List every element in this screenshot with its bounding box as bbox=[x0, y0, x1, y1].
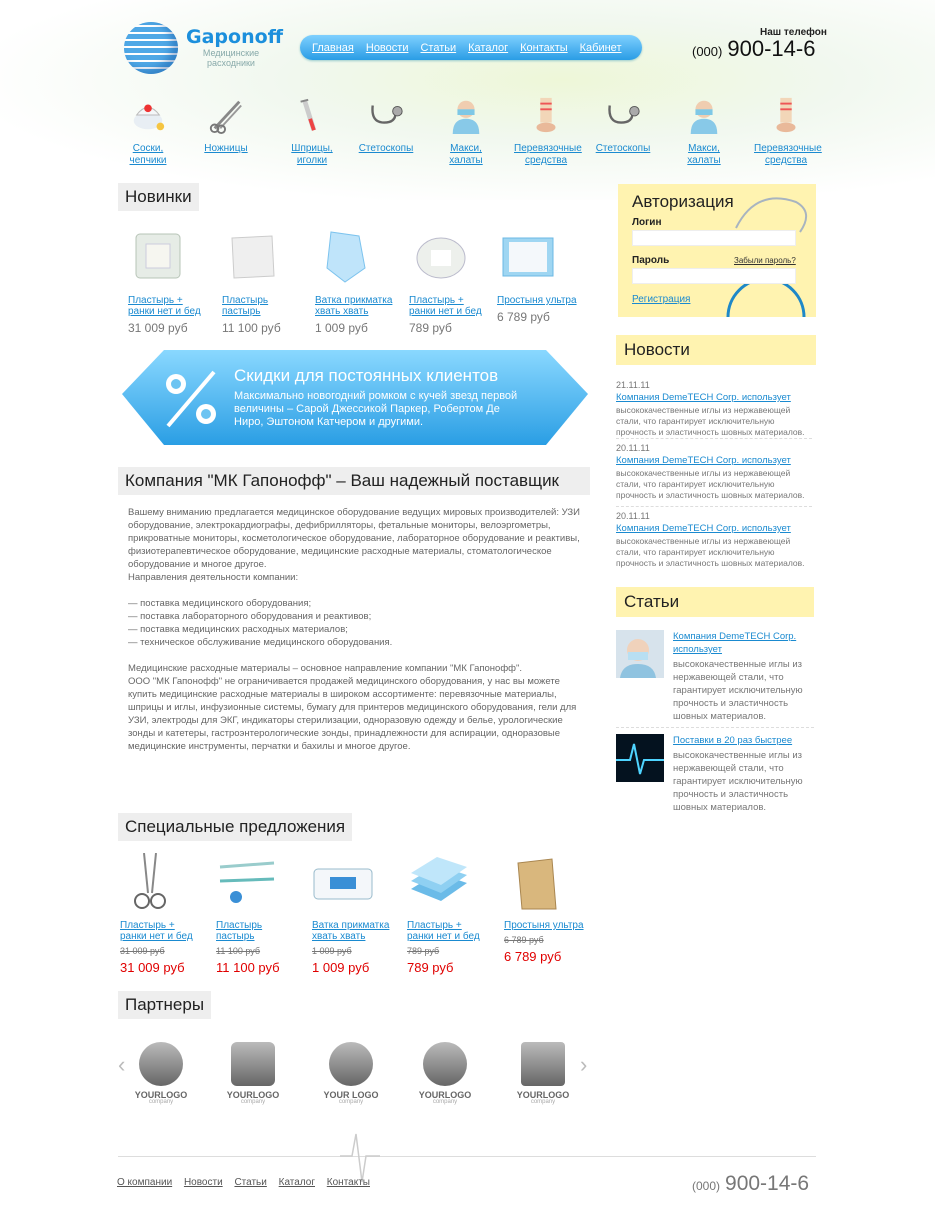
partner-logo-icon bbox=[521, 1042, 565, 1086]
news-title-link[interactable]: Компания DemeTECH Corp. использует bbox=[616, 455, 791, 466]
footer-phone-code: (000) bbox=[692, 1179, 721, 1193]
old-price: 31 009 руб bbox=[120, 946, 165, 956]
footer-nav-articles[interactable]: Статьи bbox=[234, 1177, 267, 1188]
about-text bbox=[128, 506, 584, 753]
special-offer-card[interactable] bbox=[120, 853, 204, 975]
header-phone bbox=[692, 36, 815, 62]
footer-nav-news[interactable]: Новости bbox=[183, 1177, 223, 1188]
password-input[interactable] bbox=[632, 268, 796, 284]
password-label: Пароль bbox=[632, 255, 670, 266]
category-label: Макси, халаты bbox=[449, 143, 483, 166]
news-item bbox=[616, 380, 812, 438]
heartbeat-image[interactable] bbox=[616, 734, 664, 782]
stethoscope-icon bbox=[367, 96, 405, 134]
forceps-image bbox=[120, 853, 182, 911]
special-price: 789 руб bbox=[407, 960, 454, 975]
news-heading: Новости bbox=[616, 335, 816, 365]
partner-logo-text: YOURLOGO bbox=[516, 1090, 570, 1100]
old-price: 11 100 руб bbox=[216, 946, 261, 956]
phone-code: (000) bbox=[692, 44, 723, 59]
about-paragraph: Направления деятельности компании: bbox=[128, 572, 299, 583]
special-price: 6 789 руб bbox=[504, 949, 562, 964]
product-price: 11 100 руб bbox=[222, 321, 281, 335]
footer-navigation bbox=[117, 1177, 379, 1188]
news-text: высококачественные иглы из нержавеющей стали, что гарантирует исключительную прочность и эластичность шовных материалов. bbox=[616, 536, 805, 568]
product-card[interactable] bbox=[222, 228, 306, 335]
articles-heading: Статьи bbox=[616, 587, 814, 617]
partner-logo-subtext: company bbox=[240, 1099, 266, 1105]
article-body bbox=[673, 630, 818, 723]
category-item[interactable] bbox=[116, 96, 180, 167]
partner-logo-icon bbox=[329, 1042, 373, 1086]
product-name[interactable]: Пластырь + ранки нет и бед bbox=[409, 295, 482, 317]
nav-contacts[interactable]: Контакты bbox=[520, 41, 568, 54]
product-card[interactable] bbox=[315, 228, 399, 335]
doctor-icon bbox=[447, 96, 485, 134]
partner-logo[interactable] bbox=[412, 1042, 478, 1108]
infusion-set-image bbox=[216, 853, 278, 911]
category-label: Макси, халаты bbox=[687, 143, 721, 166]
category-label: Стетоскопы bbox=[358, 143, 414, 154]
footer-phone bbox=[692, 1172, 809, 1196]
product-card[interactable] bbox=[497, 228, 581, 324]
news-date: 20.11.11 bbox=[616, 443, 650, 453]
news-divider bbox=[616, 438, 812, 439]
category-item[interactable] bbox=[754, 96, 822, 167]
category-item[interactable] bbox=[434, 96, 498, 167]
news-title-link[interactable]: Компания DemeTECH Corp. использует bbox=[616, 523, 791, 534]
auth-title: Авторизация bbox=[632, 192, 734, 211]
old-price: 789 руб bbox=[407, 946, 440, 956]
partner-logo-text: YOUR LOGO bbox=[323, 1090, 379, 1100]
category-item[interactable] bbox=[514, 96, 582, 167]
footer-nav-catalog[interactable]: Каталог bbox=[278, 1177, 315, 1188]
category-item[interactable] bbox=[672, 96, 736, 167]
product-name[interactable]: Простыня ультра bbox=[504, 920, 584, 931]
category-item[interactable] bbox=[591, 96, 655, 155]
partner-logo-subtext: company bbox=[338, 1099, 364, 1105]
product-name[interactable]: Пластырь + ранки нет и бед bbox=[128, 295, 201, 317]
category-label: Стетоскопы bbox=[595, 143, 651, 154]
about-heading: Компания "МК Гапонофф" – Ваш надежный поставщик bbox=[118, 467, 590, 495]
product-price: 1 009 руб bbox=[315, 321, 368, 335]
news-date: 20.11.11 bbox=[616, 511, 650, 521]
category-label: Шприцы, иголки bbox=[291, 143, 333, 166]
partner-logo-subtext: company bbox=[148, 1099, 174, 1105]
paper-bag-image bbox=[504, 853, 566, 911]
special-offer-card[interactable] bbox=[407, 853, 491, 975]
nav-catalog[interactable]: Каталог bbox=[468, 41, 509, 54]
login-input[interactable] bbox=[632, 230, 796, 246]
doctor-photo-image[interactable] bbox=[616, 630, 664, 678]
banner-text: Максимально новогодний ромком с кучей звезд первой величины – Сарой Джессикой Паркер, Робертом Де Ниро, Эштоном Катчером и другими. bbox=[234, 390, 518, 428]
nav-articles[interactable]: Статьи bbox=[420, 41, 457, 54]
percent-icon bbox=[160, 368, 222, 430]
news-date: 21.11.11 bbox=[616, 380, 650, 390]
news-text: высококачественные иглы из нержавеющей стали, что гарантирует исключительную прочность и эластичность шовных материалов. bbox=[616, 468, 805, 500]
special-price: 31 009 руб bbox=[120, 960, 185, 975]
sheets-stack-image bbox=[407, 853, 469, 911]
special-offer-card[interactable] bbox=[504, 853, 588, 964]
special-offer-card[interactable] bbox=[216, 853, 300, 975]
footer-nav-about[interactable]: О компании bbox=[117, 1177, 173, 1188]
plaster-image bbox=[222, 228, 284, 286]
product-price: 789 руб bbox=[409, 321, 452, 335]
syringe-icon bbox=[293, 96, 331, 134]
cotton-image bbox=[315, 228, 377, 286]
partner-logo-subtext: company bbox=[432, 1099, 458, 1105]
category-item[interactable] bbox=[280, 96, 344, 167]
product-price: 6 789 руб bbox=[497, 310, 550, 324]
product-name[interactable]: Пластырь + ранки нет и бед bbox=[120, 920, 193, 942]
product-price: 31 009 руб bbox=[128, 321, 188, 335]
news-title-link[interactable]: Компания DemeTECH Corp. использует bbox=[616, 392, 791, 403]
partner-logo-icon bbox=[423, 1042, 467, 1086]
product-name[interactable]: Простыня ультра bbox=[497, 295, 577, 306]
special-price: 1 009 руб bbox=[312, 960, 370, 975]
forgot-password-link[interactable]: Забыли пароль? bbox=[734, 256, 796, 265]
article-title-link[interactable]: Поставки в 20 раз быстрее bbox=[673, 735, 793, 746]
about-paragraph: Вашему вниманию предлагается медицинское оборудование ведущих мировых производителей: УЗИ оборудование, электрокардиографы, дефибрилляторы, фетальные мониторы, велоэргометры, прикроватные мониторы, косметологическое оборудование, лабораторное оборудование и реактивы, физиотерапевтическое оборудование, медицинские расходные материалы, стоматологическое оборудование и многое другое. bbox=[128, 507, 581, 570]
top-navigation bbox=[300, 35, 642, 60]
about-list-item: — техническое обслуживание медицинского оборудования. bbox=[128, 637, 393, 648]
about-paragraph: Медицинские расходные материалы – основное направление компании "МК Гапонофф". bbox=[128, 663, 522, 674]
bandage-icon bbox=[527, 96, 565, 134]
product-card[interactable] bbox=[409, 228, 493, 335]
special-offers-heading: Специальные предложения bbox=[118, 813, 352, 841]
article-divider bbox=[616, 727, 814, 728]
special-price: 11 100 руб bbox=[216, 960, 280, 975]
category-item[interactable] bbox=[194, 96, 258, 155]
partner-logo[interactable] bbox=[220, 1042, 286, 1108]
article-title-link[interactable]: Компания DemeTECH Corp. использует bbox=[673, 631, 797, 655]
about-list-item: — поставка лабораторного оборудования и реактивов; bbox=[128, 611, 372, 622]
footer-phone-number: 900-14-6 bbox=[725, 1172, 810, 1195]
about-list-item: — поставка медицинских расходных материалов; bbox=[128, 624, 348, 635]
partner-logo-icon bbox=[139, 1042, 183, 1086]
stethoscope-icon bbox=[604, 96, 642, 134]
category-label: Соски, чепчики bbox=[129, 143, 167, 166]
news-item bbox=[616, 511, 812, 569]
cap-icon bbox=[129, 96, 167, 134]
partner-logo[interactable] bbox=[510, 1042, 576, 1108]
auth-panel bbox=[618, 184, 816, 317]
phone-number: 900-14-6 bbox=[727, 36, 816, 61]
news-item bbox=[616, 443, 812, 501]
category-label: Перевязочные средства bbox=[514, 143, 582, 166]
news-text: высококачественные иглы из нержавеющей стали, что гарантирует исключительную прочность и эластичность шовных материалов. bbox=[616, 405, 805, 437]
footer-nav-contacts[interactable]: Контакты bbox=[326, 1177, 370, 1188]
old-price: 1 009 руб bbox=[312, 946, 352, 956]
scissors-icon bbox=[207, 96, 245, 134]
old-price: 6 789 руб bbox=[504, 935, 544, 945]
product-name[interactable]: Пластырь + ранки нет и бед bbox=[407, 920, 480, 942]
category-label: Перевязочные средства bbox=[754, 143, 822, 166]
partner-logo-text: YOURLOGO bbox=[226, 1090, 280, 1100]
category-label: Ножницы bbox=[204, 143, 248, 154]
banner-title: Скидки для постоянных клиентов bbox=[234, 366, 499, 385]
register-link[interactable]: Регистрация bbox=[632, 294, 691, 305]
carousel-next-icon[interactable]: › bbox=[580, 1052, 588, 1077]
category-item[interactable] bbox=[354, 96, 418, 155]
plaster-image bbox=[409, 228, 471, 286]
about-paragraph: ООО "МК Гапонофф" не ограничивается продажей медицинского оборудования, у нас вы можете купить медицинские расходные материалы в широком ассортименте: перевязочные материалы, шприцы и иглы, инфузионные системы, бумагу для принтеров медицинского оборудования, гели для УЗИ, электроды для ЭКГ, индикаторы стерилизации, одноразовую одежду и белье, урологические зонды и катетеры, гастроэнтерологические зонды, принадлежности для аспирации, одноразовые медицинские инструменты, перчатки и бахилы и многое другое. bbox=[128, 676, 577, 752]
product-card[interactable] bbox=[128, 228, 212, 335]
partner-logo-text: YOURLOGO bbox=[418, 1090, 472, 1100]
login-label: Логин bbox=[632, 217, 662, 228]
partner-logo-text: YOURLOGO bbox=[134, 1090, 188, 1100]
partner-logo-subtext: company bbox=[530, 1099, 556, 1105]
article-text: высококачественные иглы из нержавеющей стали, что гарантирует исключительную прочность и эластичность шовных материалов. bbox=[673, 659, 803, 722]
article-item bbox=[616, 630, 816, 725]
phone-label: Наш телефон bbox=[760, 27, 827, 38]
about-list-item: — поставка медицинского оборудования; bbox=[128, 598, 312, 609]
partner-logo[interactable] bbox=[318, 1042, 384, 1108]
logo-title[interactable]: Gaponoff bbox=[186, 26, 284, 48]
partner-logo[interactable] bbox=[128, 1042, 194, 1108]
product-name[interactable]: Пластырь пастырь bbox=[222, 295, 269, 317]
special-offer-card[interactable] bbox=[312, 853, 396, 975]
cotton-pack-image bbox=[312, 853, 374, 911]
carousel-prev-icon[interactable]: ‹ bbox=[118, 1052, 126, 1077]
article-body bbox=[673, 734, 818, 814]
nav-cabinet[interactable]: Кабинет bbox=[579, 41, 622, 54]
nav-home[interactable]: Главная bbox=[312, 41, 354, 54]
product-name[interactable]: Пластырь пастырь bbox=[216, 920, 263, 942]
logo-subtitle: Медицинские расходники bbox=[202, 48, 260, 68]
nav-news[interactable]: Новости bbox=[365, 41, 409, 54]
plaster-image bbox=[128, 228, 190, 286]
sheet-image bbox=[497, 228, 559, 286]
partners-heading: Партнеры bbox=[118, 991, 211, 1019]
footer-divider bbox=[118, 1156, 816, 1157]
logo-globe-icon[interactable] bbox=[124, 22, 178, 74]
bandage-icon bbox=[767, 96, 805, 134]
doctor-icon bbox=[685, 96, 723, 134]
article-text: высококачественные иглы из нержавеющей стали, что гарантирует исключительную прочность и эластичность шовных материалов. bbox=[673, 750, 803, 813]
news-divider bbox=[616, 506, 812, 507]
product-name[interactable]: Ватка прикматка хвать хвать bbox=[312, 920, 390, 942]
article-item bbox=[616, 734, 816, 814]
new-items-heading: Новинки bbox=[118, 183, 199, 211]
product-name[interactable]: Ватка прикматка хвать хвать bbox=[315, 295, 393, 317]
partner-logo-icon bbox=[231, 1042, 275, 1086]
